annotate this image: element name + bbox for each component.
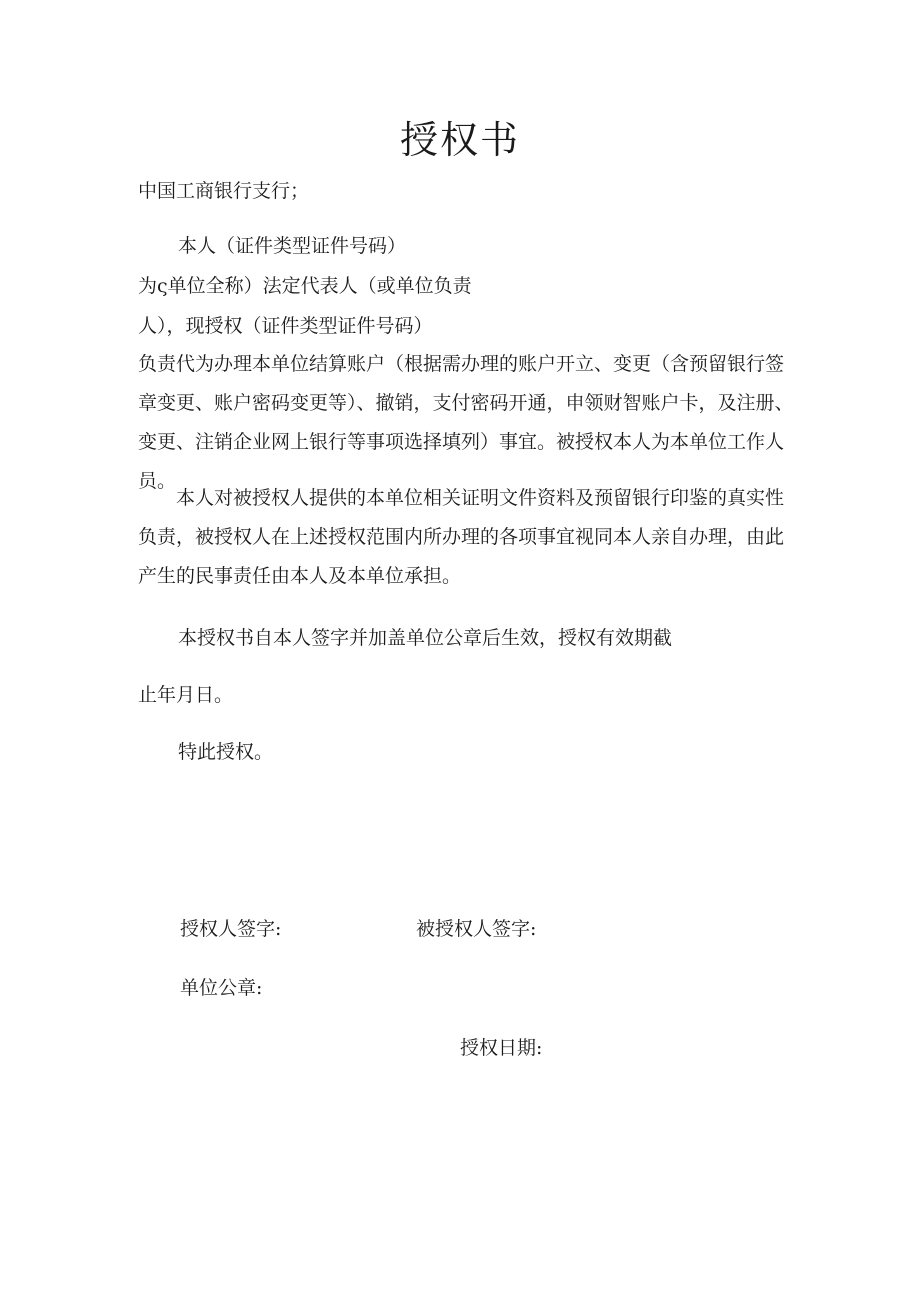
para1-line3: 人），现授权（证件类型证件号码） — [138, 315, 433, 337]
seal-label: 单位公章: — [180, 977, 263, 999]
para1-line1: 本人（证件类型证件号码） — [178, 235, 407, 257]
para3-line1: 本授权书自本人签字并加盖单位公章后生效，授权有效期截 — [178, 627, 673, 649]
para3-line2: 止年月日。 — [138, 684, 234, 706]
document-title: 授权书 — [399, 118, 520, 162]
closing: 特此授权。 — [178, 741, 274, 763]
addressee: 中国工商银行支行； — [138, 180, 310, 202]
grantor-signature-label: 授权人签字: — [180, 918, 282, 940]
para1-body: 负责代为办理本单位结算账户（根据需办理的账户开立、变更（含预留银行签章变更、账户密码变更等）、撤销，支付密码开通，申领财智账户卡，及注册、变更、注销企业网上银行等事项选择填列）事宜。被授权本人为本单位工作人员。 — [138, 353, 794, 492]
para1-line2: 为ς单位全称）法定代表人（或单位负责 — [138, 275, 472, 297]
grantee-signature-label: 被授权人签字: — [416, 918, 537, 940]
date-label: 授权日期: — [460, 1037, 543, 1059]
para2: 本人对被授权人提供的本单位相关证明文件资料及预留银行印鉴的真实性负责，被授权人在上述授权范围内所办理的各项事宜视同本人亲自办理，由此产生的民事责任由本人及本单位承担。 — [138, 487, 785, 587]
